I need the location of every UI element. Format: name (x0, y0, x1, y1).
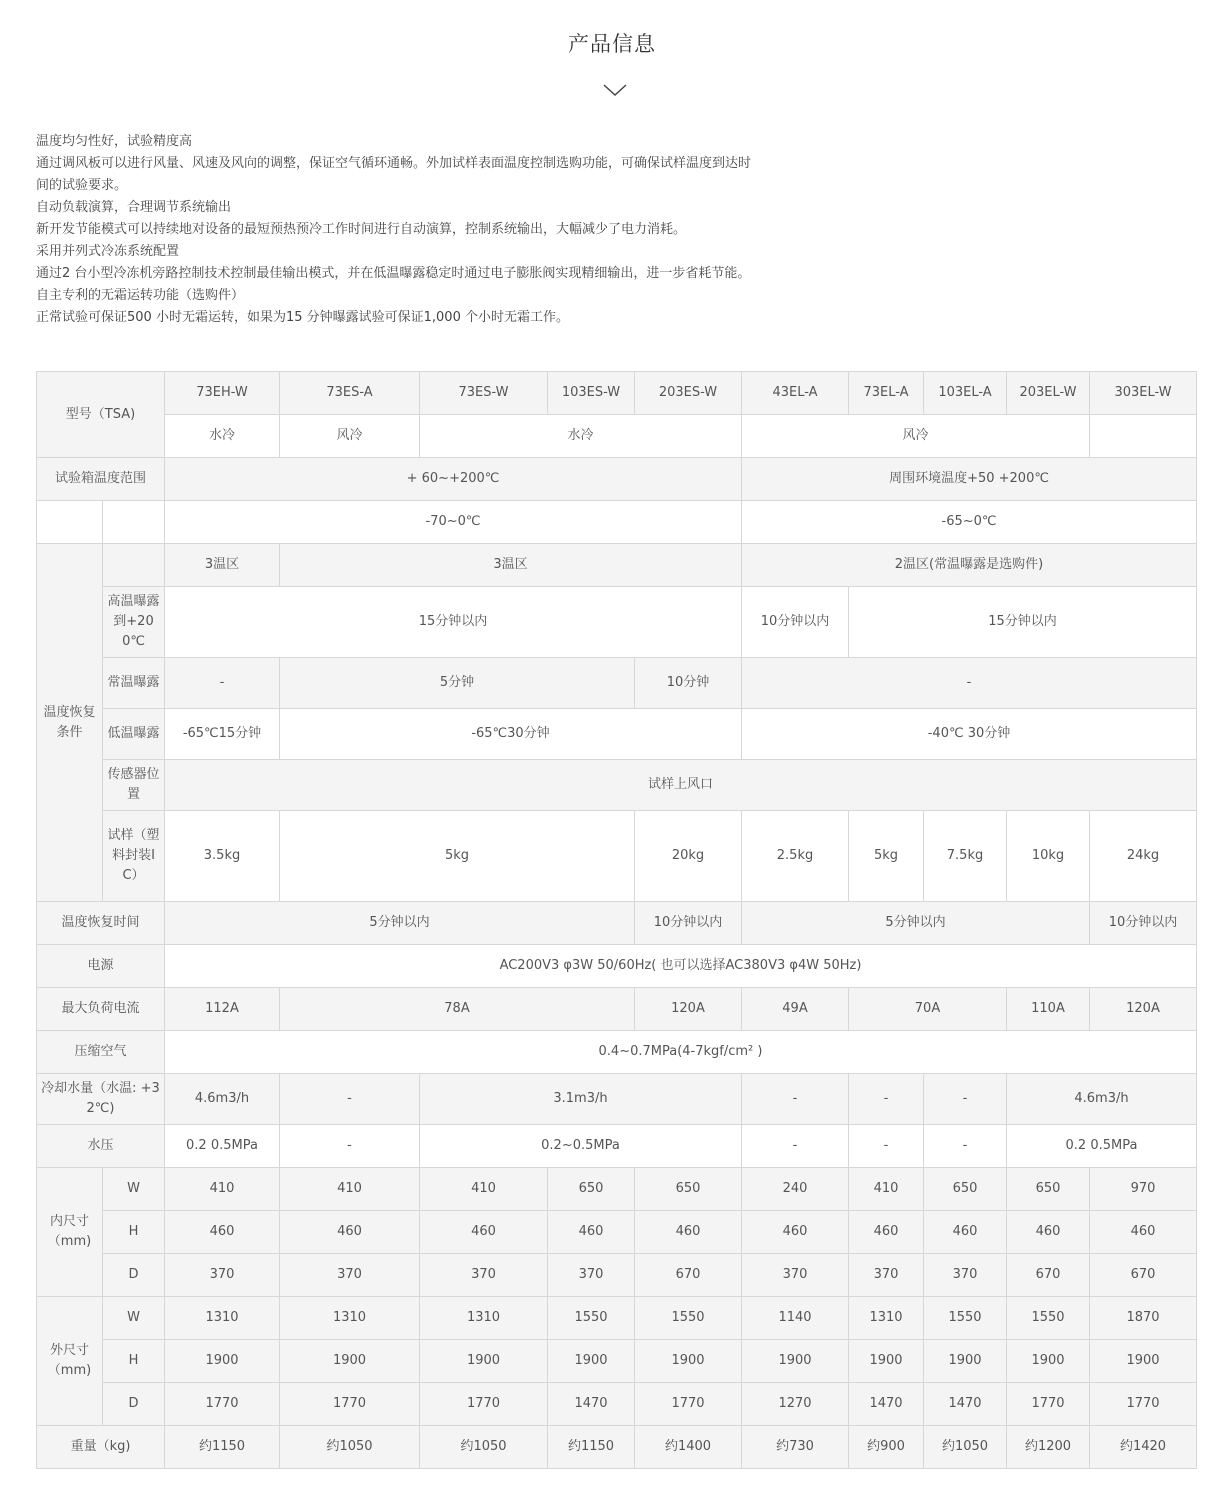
model-cell: 73EL-A (849, 372, 924, 415)
desc-text: 通过调风板可以进行风量、风速及风向的调整，保证空气循环通畅。外加试样表面温度控制选购功能，可确保试样温度到达时间的试验要求。 (36, 156, 752, 193)
exposure-cell: - (742, 658, 1197, 709)
dim-cell: 1310 (280, 1297, 420, 1340)
dim-label: D (103, 1383, 165, 1426)
dim-cell: 1770 (280, 1383, 420, 1426)
recovery-condition-label: 温度恢复条件 (37, 544, 103, 902)
dim-cell: 410 (165, 1168, 280, 1211)
cooling-cell: 风冷 (280, 415, 420, 458)
dim-cell: 670 (1090, 1254, 1197, 1297)
exposure-cell: - (165, 658, 280, 709)
current-cell: 70A (849, 988, 1007, 1031)
desc-heading: 采用并列式冷冻系统配置 (36, 244, 180, 259)
dim-cell: 370 (924, 1254, 1007, 1297)
dim-cell: 1900 (1007, 1340, 1090, 1383)
dim-cell: 460 (742, 1211, 849, 1254)
dim-cell: 370 (280, 1254, 420, 1297)
dim-cell: 410 (849, 1168, 924, 1211)
model-cell: 73ES-A (280, 372, 420, 415)
dim-cell: 370 (742, 1254, 849, 1297)
dim-label: D (103, 1254, 165, 1297)
table-row (37, 1297, 1197, 1340)
dim-cell: 460 (280, 1211, 420, 1254)
table-row (37, 945, 1197, 988)
weight-cell: 约1400 (635, 1426, 742, 1469)
table-row (37, 1340, 1197, 1383)
exposure-cell: 5分钟 (280, 658, 635, 709)
dim-cell: 1550 (548, 1297, 635, 1340)
dim-cell: 1550 (1007, 1297, 1090, 1340)
table-row (37, 1254, 1197, 1297)
dim-label: H (103, 1211, 165, 1254)
water-pressure-cell: - (924, 1125, 1007, 1168)
dim-cell: 1900 (1090, 1340, 1197, 1383)
model-cell: 103ES-W (548, 372, 635, 415)
dim-label: W (103, 1168, 165, 1211)
model-cell: 73EH-W (165, 372, 280, 415)
desc-text: 正常试验可保证500 小时无霜运转，如果为15 分钟曝露试验可保证1,000 个小时无霜工作。 (36, 310, 569, 325)
dim-cell: 370 (420, 1254, 548, 1297)
air-label: 压缩空气 (37, 1031, 165, 1074)
dim-cell: 460 (1007, 1211, 1090, 1254)
table-row (37, 415, 1197, 458)
zone-cell: 3温区 (280, 544, 742, 587)
dim-cell: 1550 (924, 1297, 1007, 1340)
cooling-cell (1090, 415, 1197, 458)
table-row (37, 1211, 1197, 1254)
weight-cell: 约1420 (1090, 1426, 1197, 1469)
model-cell: 203EL-W (1007, 372, 1090, 415)
low-exposure-label: 低温曝露 (103, 709, 165, 760)
table-row (37, 1168, 1197, 1211)
current-cell: 110A (1007, 988, 1090, 1031)
sample-cell: 24kg (1090, 811, 1197, 902)
cooling-cell: 水冷 (165, 415, 280, 458)
dim-cell: 1310 (849, 1297, 924, 1340)
table-row (37, 709, 1197, 760)
dim-cell: 1470 (924, 1383, 1007, 1426)
water-flow-cell: - (924, 1074, 1007, 1125)
power-label: 电源 (37, 945, 165, 988)
dim-cell: 1270 (742, 1383, 849, 1426)
desc-text: 通过2 台小型冷冻机旁路控制技术控制最佳输出模式，并在低温曝露稳定时通过电子膨胀阀实现精细输出，进一步省耗节能。 (36, 266, 751, 281)
table-row (37, 372, 1197, 415)
dim-cell: 240 (742, 1168, 849, 1211)
recovery-time-cell: 10分钟以内 (1090, 902, 1197, 945)
sample-cell: 7.5kg (924, 811, 1007, 902)
dim-cell: 1310 (420, 1297, 548, 1340)
chevron-down-icon[interactable] (602, 82, 628, 98)
model-cell: 303EL-W (1090, 372, 1197, 415)
water-flow-cell: - (742, 1074, 849, 1125)
current-cell: 112A (165, 988, 280, 1031)
dim-cell: 460 (420, 1211, 548, 1254)
dim-cell: 460 (924, 1211, 1007, 1254)
dim-cell: 410 (420, 1168, 548, 1211)
dim-cell: 970 (1090, 1168, 1197, 1211)
model-cell: 103EL-A (924, 372, 1007, 415)
water-flow-cell: - (280, 1074, 420, 1125)
dim-cell: 670 (635, 1254, 742, 1297)
dim-cell: 460 (1090, 1211, 1197, 1254)
weight-cell: 约1200 (1007, 1426, 1090, 1469)
water-pressure-label: 水压 (37, 1125, 165, 1168)
normal-exposure-label: 常温曝露 (103, 658, 165, 709)
water-pressure-cell: 0.2 0.5MPa (165, 1125, 280, 1168)
dim-cell: 1470 (548, 1383, 635, 1426)
blank-cell (103, 501, 165, 544)
weight-cell: 约1050 (420, 1426, 548, 1469)
water-pressure-cell: - (280, 1125, 420, 1168)
dim-label: W (103, 1297, 165, 1340)
dim-cell: 1770 (420, 1383, 548, 1426)
dim-cell: 1900 (635, 1340, 742, 1383)
table-row (37, 988, 1197, 1031)
table-row (37, 587, 1197, 658)
weight-cell: 约1050 (280, 1426, 420, 1469)
cooling-cell: 风冷 (742, 415, 1090, 458)
temp-range-label: 试验箱温度范围 (37, 458, 165, 501)
recovery-time-cell: 5分钟以内 (742, 902, 1090, 945)
dim-cell: 1900 (924, 1340, 1007, 1383)
dim-label: H (103, 1340, 165, 1383)
table-row (37, 501, 1197, 544)
table-row (37, 1031, 1197, 1074)
current-label: 最大负荷电流 (37, 988, 165, 1031)
dim-cell: 1310 (165, 1297, 280, 1340)
table-row (37, 902, 1197, 945)
dim-cell: 370 (548, 1254, 635, 1297)
dim-cell: 650 (1007, 1168, 1090, 1211)
exposure-cell: 10分钟以内 (742, 587, 849, 658)
table-row (37, 760, 1197, 811)
dim-cell: 1900 (420, 1340, 548, 1383)
dim-cell: 370 (849, 1254, 924, 1297)
weight-cell: 约1050 (924, 1426, 1007, 1469)
current-cell: 120A (635, 988, 742, 1031)
water-pressure-cell: - (849, 1125, 924, 1168)
current-cell: 120A (1090, 988, 1197, 1031)
sample-cell: 10kg (1007, 811, 1090, 902)
exposure-cell: 15分钟以内 (165, 587, 742, 658)
air-cell: 0.4~0.7MPa(4-7kgf/cm² ) (165, 1031, 1197, 1074)
weight-label: 重量（kg) (37, 1426, 165, 1469)
weight-cell: 约1150 (165, 1426, 280, 1469)
water-pressure-cell: 0.2 0.5MPa (1007, 1125, 1197, 1168)
water-flow-cell: 3.1m3/h (420, 1074, 742, 1125)
table-row (37, 811, 1197, 902)
model-cell: 203ES-W (635, 372, 742, 415)
desc-heading: 温度均匀性好，试验精度高 (36, 134, 193, 149)
current-cell: 78A (280, 988, 635, 1031)
model-cell: 73ES-W (420, 372, 548, 415)
high-exposure-label: 高温曝露到+200℃ (103, 587, 165, 658)
table-row (37, 1074, 1197, 1125)
table-row (37, 658, 1197, 709)
dim-cell: 1770 (1007, 1383, 1090, 1426)
water-flow-label: 冷却水量（水温: +32℃) (37, 1074, 165, 1125)
page-title: 产品信息 (568, 32, 656, 56)
table-row (37, 544, 1197, 587)
zone-cell: 3温区 (165, 544, 280, 587)
dim-cell: 1140 (742, 1297, 849, 1340)
model-cell: 43EL-A (742, 372, 849, 415)
dim-cell: 1550 (635, 1297, 742, 1340)
dim-cell: 1470 (849, 1383, 924, 1426)
weight-cell: 约730 (742, 1426, 849, 1469)
sensor-label: 传感器位置 (103, 760, 165, 811)
recovery-time-cell: 10分钟以内 (635, 902, 742, 945)
exposure-cell: 10分钟 (635, 658, 742, 709)
dim-cell: 410 (280, 1168, 420, 1211)
temp-range-low-cell: -65~0℃ (742, 501, 1197, 544)
weight-cell: 约1150 (548, 1426, 635, 1469)
current-cell: 49A (742, 988, 849, 1031)
spec-table (36, 371, 1197, 1469)
dim-cell: 460 (849, 1211, 924, 1254)
dim-cell: 1770 (165, 1383, 280, 1426)
blank-cell (103, 544, 165, 587)
sample-cell: 5kg (280, 811, 635, 902)
dim-cell: 1770 (1090, 1383, 1197, 1426)
exposure-cell: 15分钟以内 (849, 587, 1197, 658)
dim-cell: 460 (548, 1211, 635, 1254)
outer-size-label: 外尺寸（mm) (37, 1297, 103, 1426)
power-cell: AC200V3 φ3W 50/60Hz( 也可以选择AC380V3 φ4W 50Hz) (165, 945, 1197, 988)
sample-cell: 2.5kg (742, 811, 849, 902)
temp-range-cell: 周围环境温度+50 +200℃ (742, 458, 1197, 501)
dim-cell: 1870 (1090, 1297, 1197, 1340)
recovery-time-cell: 5分钟以内 (165, 902, 635, 945)
exposure-cell: -65℃15分钟 (165, 709, 280, 760)
inner-size-label: 内尺寸（mm) (37, 1168, 103, 1297)
table-row (37, 1383, 1197, 1426)
desc-heading: 自主专利的无霜运转功能（选购件） (36, 288, 245, 303)
exposure-cell: -40℃ 30分钟 (742, 709, 1197, 760)
model-label: 型号（TSA) (37, 372, 165, 458)
dim-cell: 650 (924, 1168, 1007, 1211)
weight-cell: 约900 (849, 1426, 924, 1469)
dim-cell: 650 (548, 1168, 635, 1211)
blank-cell (37, 501, 103, 544)
sample-cell: 5kg (849, 811, 924, 902)
water-flow-cell: 4.6m3/h (1007, 1074, 1197, 1125)
dim-cell: 370 (165, 1254, 280, 1297)
dim-cell: 1900 (280, 1340, 420, 1383)
water-flow-cell: 4.6m3/h (165, 1074, 280, 1125)
desc-text: 新开发节能模式可以持续地对设备的最短预热预冷工作时间进行自动演算，控制系统输出，大幅减少了电力消耗。 (36, 222, 687, 237)
temp-range-cell: + 60~+200℃ (165, 458, 742, 501)
temp-range-low-cell: -70~0℃ (165, 501, 742, 544)
table-row (37, 458, 1197, 501)
sensor-cell: 试样上风口 (165, 760, 1197, 811)
sample-cell: 20kg (635, 811, 742, 902)
dim-cell: 460 (165, 1211, 280, 1254)
dim-cell: 1770 (635, 1383, 742, 1426)
recovery-time-label: 温度恢复时间 (37, 902, 165, 945)
dim-cell: 460 (635, 1211, 742, 1254)
cooling-cell: 水冷 (420, 415, 742, 458)
exposure-cell: -65℃30分钟 (280, 709, 742, 760)
sample-cell: 3.5kg (165, 811, 280, 902)
dim-cell: 1900 (548, 1340, 635, 1383)
table-row (37, 1125, 1197, 1168)
dim-cell: 1900 (849, 1340, 924, 1383)
water-pressure-cell: 0.2~0.5MPa (420, 1125, 742, 1168)
water-pressure-cell: - (742, 1125, 849, 1168)
zone-cell: 2温区(常温曝露是选购件) (742, 544, 1197, 587)
dim-cell: 1900 (165, 1340, 280, 1383)
table-row (37, 1426, 1197, 1469)
sample-label: 试样（塑料封装IC） (103, 811, 165, 902)
desc-heading: 自动负载演算，合理调节系统输出 (36, 200, 232, 215)
product-description (36, 131, 756, 329)
water-flow-cell: - (849, 1074, 924, 1125)
dim-cell: 1900 (742, 1340, 849, 1383)
dim-cell: 650 (635, 1168, 742, 1211)
dim-cell: 670 (1007, 1254, 1090, 1297)
